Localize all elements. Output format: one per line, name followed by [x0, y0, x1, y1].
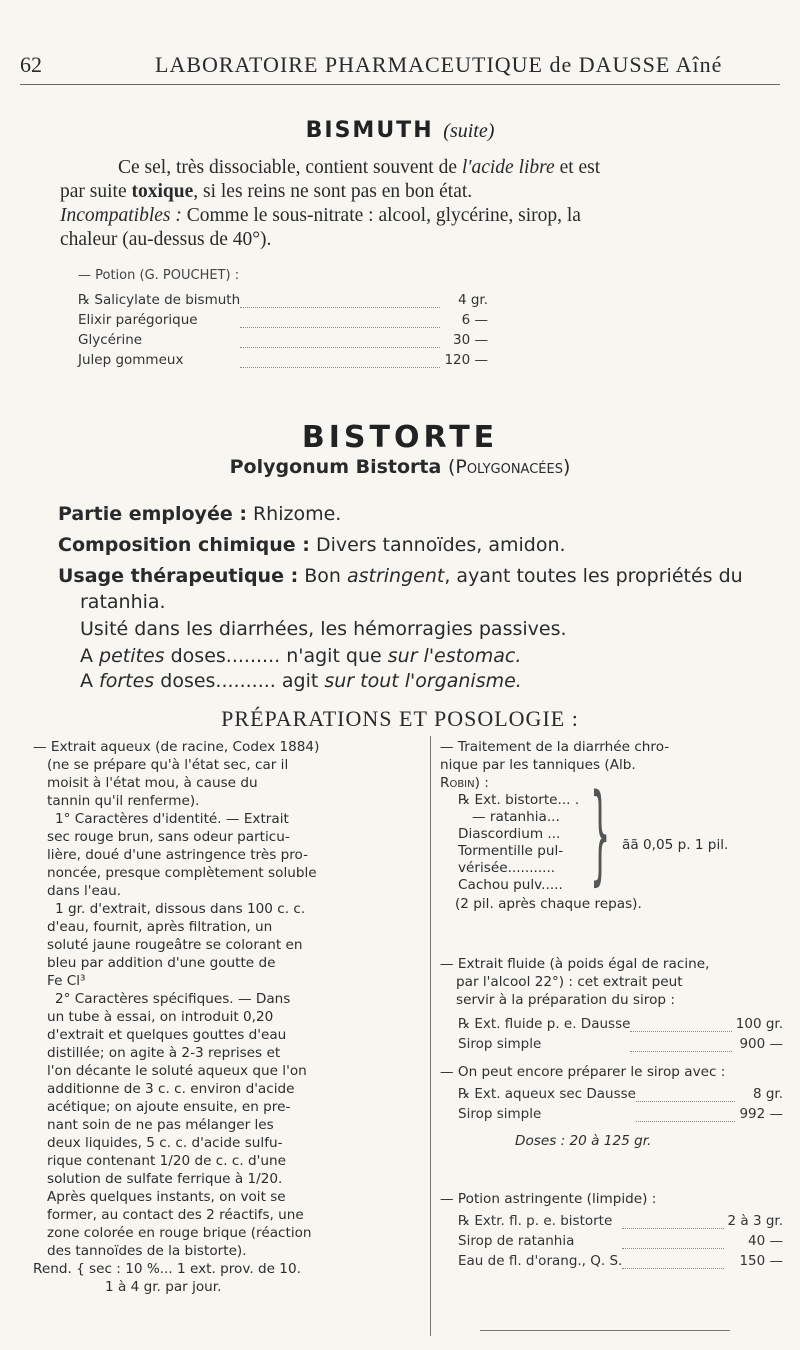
value-italic: astringent: [346, 565, 445, 587]
pill-instructions: (2 pil. après chaque repas).: [455, 896, 642, 912]
text: Ce sel, très dissociable, contient souvent de: [118, 157, 462, 178]
left-column-line: lière, doué d'une astringence très pro-: [47, 847, 309, 863]
text: Comme le sous-nitrate : alcool, glycérine, sirop, la: [181, 205, 581, 226]
left-column-line: 2° Caractères spécifiques. — Dans: [55, 991, 291, 1007]
text: par suite: [60, 181, 132, 202]
usage-line-2: ratanhia.: [80, 591, 166, 613]
bottom-rule: [480, 1330, 730, 1331]
astringent-potion-recipe: [458, 1209, 783, 1269]
fluid-line: servir à la préparation du sirop :: [456, 992, 675, 1008]
text: agit: [275, 670, 325, 692]
left-column-line: l'on décante le soluté aqueux que l'on: [47, 1063, 307, 1079]
bistorte-title: BISTORTE: [301, 420, 499, 455]
text: chaleur (au-dessus de 40°).: [60, 229, 272, 250]
ingredient-name: ℞ Salicylate de bismuth: [78, 291, 241, 308]
text-italic: petites: [99, 645, 165, 667]
ingredient-quantity: 40 —: [748, 1232, 783, 1249]
recipe-row: [458, 1229, 783, 1249]
ingredient-name: ℞ Ext. fluide p. e. Dausse: [458, 1015, 631, 1032]
leader-dots: [622, 1209, 723, 1229]
left-column-line: 1 gr. d'extrait, dissous dans 100 c. c.: [55, 901, 306, 917]
left-column-line: former, au contact des 2 réactifs, une: [47, 1207, 304, 1223]
value: Rhizome.: [246, 503, 342, 525]
ingredient-name: Glycérine: [78, 331, 143, 348]
text: , si les reins ne sont pas en bon état.: [193, 181, 473, 202]
preparations-title: PRÉPARATIONS ET POSOLOGIE :: [221, 706, 579, 731]
syrup-recipe-2: [458, 1082, 783, 1122]
left-column-line: additionne de 3 c. c. environ d'acide: [47, 1081, 295, 1097]
recipe-row: [458, 1082, 783, 1102]
left-column: [33, 738, 428, 1296]
text: et est: [554, 157, 601, 178]
ingredient-name: Sirop de ratanhia: [458, 1232, 575, 1249]
left-column-line: 1° Caractères d'identité. — Extrait: [55, 811, 289, 827]
left-column-line: Après quelques instants, on voit se: [47, 1189, 286, 1205]
left-column-line: d'extrait et quelques gouttes d'eau: [47, 1027, 287, 1043]
syrup-recipe-1: [458, 1012, 783, 1052]
recipe-row: [458, 1102, 783, 1122]
partie-line: [58, 502, 788, 527]
ingredient-quantity: 150 —: [739, 1252, 783, 1269]
label: Usage thérapeutique :: [58, 565, 299, 587]
text: n'agit que: [280, 645, 388, 667]
treatment-line: nique par les tanniques (Alb.: [440, 757, 636, 773]
pill-ingredient: Tormentille pul-: [458, 843, 564, 859]
left-column-line: deux liquides, 5 c. c. d'acide sulfu-: [47, 1135, 283, 1151]
pill-ingredient: ℞ Ext. bistorte... .: [458, 792, 580, 808]
potion-heading: — Potion (G. POUCHET) :: [78, 268, 240, 283]
left-column-line: bleu par addition d'une goutte de: [47, 955, 276, 971]
fluid-line: — Extrait fluide (à poids égal de racine,: [440, 956, 710, 972]
also-line: — On peut encore préparer le sirop avec :: [440, 1064, 726, 1080]
label: Partie employée :: [58, 503, 247, 525]
ingredient-name: Julep gommeux: [78, 351, 184, 368]
text-italic: l'acide libre: [461, 157, 555, 178]
text: doses..........: [154, 670, 276, 692]
header-rule: [20, 84, 780, 85]
left-column-line: noncée, presque complètement soluble: [47, 865, 317, 881]
ingredient-quantity: 120 —: [444, 351, 488, 368]
text-bold: toxique: [131, 181, 194, 202]
recipe-row: [78, 348, 488, 368]
ingredient-quantity: 4 gr.: [457, 291, 488, 308]
left-column-line: Fe Cl³: [47, 973, 86, 989]
leader-dots: [636, 1082, 735, 1102]
ingredient-name: Sirop simple: [458, 1105, 542, 1122]
ingredient-quantity: 900 —: [739, 1035, 783, 1052]
leader-dots: [630, 1032, 731, 1052]
usage-line: [58, 564, 788, 589]
leader-dots: [240, 328, 440, 348]
potion-line: — Potion astringente (limpide) :: [440, 1191, 657, 1207]
left-column-line: nant soin de ne pas mélanger les: [47, 1117, 274, 1133]
recipe-row: [458, 1209, 783, 1229]
column-divider: [430, 736, 431, 1336]
ingredient-quantity: 6 —: [461, 311, 488, 328]
left-column-line: — Extrait aqueux (de racine, Codex 1884): [33, 739, 320, 755]
leader-dots: [622, 1229, 723, 1249]
left-column-line: d'eau, fournit, après filtration, un: [47, 919, 273, 935]
left-column-line: moisit à l'état mou, à cause du: [47, 775, 258, 791]
bismuth-recipe: [78, 288, 488, 368]
left-column-line: Rend. { sec : 10 %... 1 ext. prov. de 10.: [33, 1261, 301, 1277]
leader-dots: [240, 288, 440, 308]
left-column-line: zone colorée en rouge brique (réaction: [47, 1225, 312, 1241]
left-column-line: distillée; on agite à 2-3 reprises et: [47, 1045, 281, 1061]
value: Bon: [298, 565, 347, 587]
left-column-line: 1 à 4 gr. par jour.: [105, 1279, 222, 1295]
ingredient-name: Eau de fl. d'orang., Q. S.: [458, 1252, 623, 1269]
composition-line: [58, 533, 788, 558]
left-column-line: rique contenant 1/20 de c. c. d'une: [47, 1153, 286, 1169]
left-column-line: solution de sulfate ferrique à 1/20.: [47, 1171, 283, 1187]
page-number: 62: [20, 52, 42, 77]
usage-line-3: Usité dans les diarrhées, les hémorragies passives.: [80, 618, 567, 640]
pill-ingredient: Cachou pulv.....: [458, 877, 563, 893]
latin-name: [0, 456, 800, 478]
treatment-line: Robin) :: [440, 775, 489, 791]
dose-small: [80, 645, 521, 667]
pill-ingredient: — ratanhia...: [472, 809, 560, 825]
recipe-row: [458, 1032, 783, 1052]
doses-line: Doses : 20 à 125 gr.: [515, 1133, 652, 1149]
fluid-extract-block: [440, 955, 785, 1009]
left-column-line: des tannoïdes de la bistorte).: [47, 1243, 247, 1259]
bismuth-heading: BISMUTH: [305, 118, 434, 143]
recipe-row: [78, 328, 488, 348]
recipe-row: [78, 288, 488, 308]
left-column-line: acétique; on ajoute ensuite, en pre-: [47, 1099, 291, 1115]
running-title: LABORATOIRE PHARMACEUTIQUE de DAUSSE Aîné: [155, 52, 723, 77]
leader-dots: [630, 1012, 731, 1032]
text: A: [80, 645, 100, 667]
text: doses.........: [164, 645, 281, 667]
bismuth-paragraph: [60, 156, 780, 252]
plant-family: (Polygonacées): [447, 456, 571, 478]
value: , ayant toutes les propriétés du: [444, 565, 743, 587]
ingredient-name: Sirop simple: [458, 1035, 542, 1052]
dose-large: [80, 670, 522, 692]
ingredient-name: ℞ Ext. aqueux sec Dausse: [458, 1085, 636, 1102]
left-column-line: (ne se prépare qu'à l'état sec, car il: [47, 757, 289, 773]
value: Divers tannoïdes, amidon.: [309, 534, 566, 556]
text-italic: fortes: [99, 670, 155, 692]
recipe-row: [458, 1012, 783, 1032]
incompatibles-label: Incompatibles :: [60, 205, 182, 226]
ingredient-quantity: 992 —: [739, 1105, 783, 1122]
fluid-line: par l'alcool 22°) : cet extrait peut: [456, 974, 683, 990]
pill-ingredient: Diascordium ...: [458, 826, 561, 842]
right-column: [440, 738, 785, 792]
label: Composition chimique :: [58, 534, 310, 556]
ingredient-quantity: 30 —: [453, 331, 488, 348]
ingredient-quantity: 2 à 3 gr.: [727, 1212, 783, 1229]
left-column-line: sec rouge brun, sans odeur particu-: [47, 829, 290, 845]
ingredient-quantity: 100 gr.: [735, 1015, 783, 1032]
pill-ingredient: vérisée...........: [458, 860, 556, 876]
bismuth-heading-suffix: (suite): [443, 120, 495, 142]
leader-dots: [636, 1102, 735, 1122]
leader-dots: [240, 348, 440, 368]
leader-dots: [622, 1249, 723, 1269]
pill-dose: ãã 0,05 p. 1 pil.: [622, 837, 729, 853]
left-column-line: tannin qu'il renferme).: [47, 793, 200, 809]
leader-dots: [240, 308, 440, 328]
recipe-row: [458, 1249, 783, 1269]
recipe-row: [78, 308, 488, 328]
left-column-line: dans l'eau.: [47, 883, 122, 899]
brace-glyph: }: [590, 770, 611, 897]
text: A: [80, 670, 100, 692]
text-italic: sur tout l'organisme.: [324, 670, 522, 692]
treatment-line: — Traitement de la diarrhée chro-: [440, 739, 670, 755]
bismuth-title: [0, 118, 800, 143]
left-column-line: un tube à essai, on introduit 0,20: [47, 1009, 274, 1025]
latin-binomial: Polygonum Bistorta: [229, 456, 442, 478]
left-column-line: soluté jaune rougeâtre se colorant en: [47, 937, 303, 953]
ingredient-name: Elixir parégorique: [78, 311, 198, 328]
text-italic: sur l'estomac.: [387, 645, 522, 667]
pill-ingredients: [458, 792, 598, 894]
ingredient-quantity: 8 gr.: [752, 1085, 783, 1102]
ingredient-name: ℞ Extr. fl. p. e. bistorte: [458, 1212, 613, 1229]
